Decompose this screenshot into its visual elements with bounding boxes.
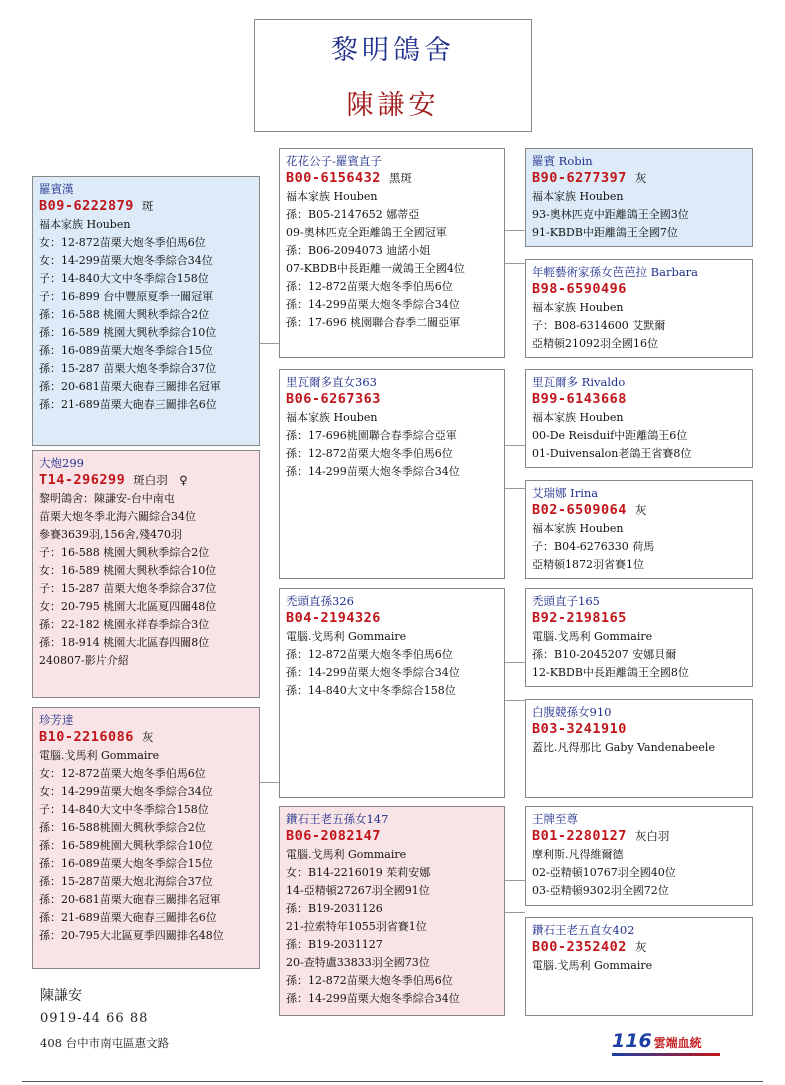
info-line: 孫：14-299苗栗大炮冬季綜合34位 bbox=[286, 298, 460, 311]
info-line: 電腦.戈馬利 Gommaire bbox=[532, 630, 653, 643]
info-line: 07-KBDB中長距離一歲鴿王全國4位 bbox=[286, 262, 465, 275]
info-line: 黎明鴿舍：陳謙安-台中南屯 bbox=[39, 492, 175, 505]
ring-number: B06-2082147 bbox=[286, 828, 381, 844]
pigeon-color: 灰 bbox=[634, 503, 647, 517]
pigeon-name: 白腹競孫女910 bbox=[532, 705, 612, 719]
info-line: 女：20-795 桃園大北區夏四關48位 bbox=[39, 600, 217, 613]
ring-number: B06-6267363 bbox=[286, 391, 381, 407]
ring-number: B03-3241910 bbox=[532, 721, 627, 737]
pedigree-card-ggp-3 bbox=[525, 369, 753, 468]
pigeon-name: 禿頭直子165 bbox=[532, 594, 600, 608]
connector bbox=[505, 912, 525, 913]
pigeon-name: 王牌至尊 bbox=[532, 812, 578, 826]
ring-number: B00-6156432 bbox=[286, 170, 381, 186]
ring-number: T14-296299 bbox=[39, 472, 126, 488]
info-line: 電腦.戈馬利 Gommaire bbox=[39, 749, 160, 762]
pigeon-name: 艾瑞娜 Irina bbox=[532, 486, 599, 500]
owner-title: 陳謙安 bbox=[254, 74, 532, 132]
info-line: 子：14-840大文中冬季綜合158位 bbox=[39, 803, 209, 816]
info-line: 孫：16-089苗栗大炮冬季綜合15位 bbox=[39, 344, 213, 357]
info-line: 亞精頓1872羽省賽1位 bbox=[532, 558, 644, 571]
info-line: 孫：12-872苗栗大炮冬季伯馬6位 bbox=[286, 648, 453, 661]
logo-underline bbox=[612, 1053, 720, 1056]
info-line: 孫：14-299苗栗大炮冬季綜合34位 bbox=[286, 992, 460, 1005]
ring-number: B04-2194326 bbox=[286, 610, 381, 626]
ring-number: B02-6509064 bbox=[532, 502, 627, 518]
info-line: 福本家族 Houben bbox=[532, 301, 624, 314]
video-link[interactable]: 240807-影片介紹 bbox=[39, 654, 129, 667]
pedigree-card-ggp-7 bbox=[525, 806, 753, 906]
pigeon-color: 灰 bbox=[634, 171, 647, 185]
info-line: 電腦.戈馬利 Gommaire bbox=[286, 848, 407, 861]
info-line: 子：16-588 桃園大興秋季綜合2位 bbox=[39, 546, 210, 559]
ring-number: B90-6277397 bbox=[532, 170, 627, 186]
info-line: 參賽3639羽,156舍,殘470羽 bbox=[39, 528, 182, 541]
info-line: 孫：B05-2147652 娜蒂亞 bbox=[286, 208, 420, 221]
connector bbox=[505, 445, 525, 446]
info-line: 孫：20-681苗栗大砲春三關排名冠軍 bbox=[39, 893, 221, 906]
info-line: 孫：17-696桃園聯合春季綜合亞軍 bbox=[286, 429, 457, 442]
pedigree-card-ggp-4 bbox=[525, 480, 753, 579]
info-line: 苗栗大炮冬季北海六關綜合34位 bbox=[39, 510, 196, 523]
info-line: 女：16-589 桃園大興秋季綜合10位 bbox=[39, 564, 217, 577]
logo-number: 116 bbox=[612, 1030, 652, 1052]
connector bbox=[505, 230, 525, 231]
info-line: 女：12-872苗栗大炮冬季伯馬6位 bbox=[39, 767, 206, 780]
owner-phone: 0919-44 66 88 bbox=[40, 1011, 149, 1026]
pedigree-card-dam bbox=[32, 707, 260, 969]
info-line: 孫：16-588 桃園大興秋季綜合2位 bbox=[39, 308, 210, 321]
pigeon-name: 里瓦爾多直女363 bbox=[286, 375, 377, 389]
ring-number: B09-6222879 bbox=[39, 198, 134, 214]
info-line: 子：16-899 台中豐原夏季一關冠軍 bbox=[39, 290, 214, 303]
connector bbox=[505, 488, 525, 489]
brand-logo bbox=[612, 1030, 720, 1056]
loft-title: 黎明鴿舍 bbox=[254, 19, 532, 76]
pigeon-color: 黑斑 bbox=[388, 171, 412, 185]
info-line: 亞精頓21092羽全國16位 bbox=[532, 337, 658, 350]
info-line: 女：B14-2216019 茱莉安娜 bbox=[286, 866, 431, 879]
info-line: 孫：16-089苗栗大炮冬季綜合15位 bbox=[39, 857, 213, 870]
info-line: 21-拉索特年1055羽省賽1位 bbox=[286, 920, 427, 933]
info-line: 子：B08-6314600 艾默爾 bbox=[532, 319, 666, 332]
info-line: 孫：20-795大北區夏季四關排名48位 bbox=[39, 929, 224, 942]
info-line: 電腦.戈馬利 Gommaire bbox=[532, 959, 653, 972]
ring-number: B00-2352402 bbox=[532, 939, 627, 955]
info-line: 孫：B19-2031126 bbox=[286, 902, 383, 915]
info-line: 91-KBDB中距離鴿王全國7位 bbox=[532, 226, 678, 239]
pigeon-color: 灰 bbox=[634, 940, 647, 954]
info-line: 蓋比.凡得那比 Gaby Vandenabeele bbox=[532, 741, 715, 754]
info-line: 孫：15-287苗栗大炮北海綜合37位 bbox=[39, 875, 213, 888]
ring-number: B98-6590496 bbox=[532, 281, 627, 297]
info-line: 孫：20-681苗栗大砲春三關排名冠軍 bbox=[39, 380, 221, 393]
pedigree-card-grandsire-maternal bbox=[279, 588, 505, 798]
pigeon-name: 珍芳達 bbox=[39, 713, 74, 727]
ring-number: B92-2198165 bbox=[532, 610, 627, 626]
info-line: 孫：B10-2045207 安娜貝爾 bbox=[532, 648, 677, 661]
info-line: 子：B04-6276330 荷馬 bbox=[532, 540, 655, 553]
pigeon-name: 里瓦爾多 Rivaldo bbox=[532, 375, 626, 389]
info-line: 福本家族 Houben bbox=[286, 411, 378, 424]
owner-address: 408 台中市南屯區惠文路 bbox=[40, 1036, 170, 1050]
info-line: 孫：12-872苗栗大炮冬季伯馬6位 bbox=[286, 974, 453, 987]
connector bbox=[259, 343, 279, 344]
pedigree-card-sire bbox=[32, 176, 260, 446]
info-line: 孫：12-872苗栗大炮冬季伯馬6位 bbox=[286, 280, 453, 293]
owner-name: 陳謙安 bbox=[40, 988, 82, 1004]
info-line: 子：14-840大文中冬季綜合158位 bbox=[39, 272, 209, 285]
connector bbox=[505, 263, 525, 264]
info-line: 孫：16-589 桃園大興秋季綜合10位 bbox=[39, 326, 217, 339]
connector bbox=[505, 700, 525, 701]
info-line: 孫：15-287 苗栗大炮冬季綜合37位 bbox=[39, 362, 217, 375]
pigeon-name: 年輕藝術家孫女芭芭拉 Barbara bbox=[532, 265, 699, 279]
pedigree-card-grandsire-paternal bbox=[279, 148, 505, 358]
info-line: 摩利斯.凡得維爾德 bbox=[532, 848, 624, 861]
pedigree-card-ggp-8 bbox=[525, 917, 753, 1016]
pigeon-name: 大炮299 bbox=[39, 456, 84, 470]
info-line: 孫：16-589桃園大興秋季綜合10位 bbox=[39, 839, 213, 852]
info-line: 12-KBDB中長距離鴿王全國8位 bbox=[532, 666, 689, 679]
pedigree-card-ggp-6 bbox=[525, 699, 753, 798]
pedigree-card-subject bbox=[32, 450, 260, 698]
ring-number: B01-2280127 bbox=[532, 828, 627, 844]
pigeon-name: 禿頭直孫326 bbox=[286, 594, 354, 608]
info-line: 孫：14-299苗栗大炮冬季綜合34位 bbox=[286, 465, 460, 478]
info-line: 孫：14-299苗栗大炮冬季綜合34位 bbox=[286, 666, 460, 679]
info-line: 孫：17-696 桃園聯合春季二關亞軍 bbox=[286, 316, 461, 329]
info-line: 00-De Reisduif中距離鴿王6位 bbox=[532, 429, 688, 442]
info-line: 09-奧林匹克全距離鴿王全國冠軍 bbox=[286, 226, 447, 239]
info-line: 孫：12-872苗栗大炮冬季伯馬6位 bbox=[286, 447, 453, 460]
pigeon-color: 灰 bbox=[141, 730, 154, 744]
pigeon-color: 斑 bbox=[141, 199, 154, 213]
info-line: 孫：B06-2094073 迪諾小姐 bbox=[286, 244, 431, 257]
logo-text: 雲端血統 bbox=[653, 1036, 702, 1050]
pedigree-card-granddam-maternal bbox=[279, 806, 505, 1016]
info-line: 福本家族 Houben bbox=[286, 190, 378, 203]
info-line: 女：12-872苗栗大炮冬季伯馬6位 bbox=[39, 236, 206, 249]
info-line: 20-查特盧33833羽全國73位 bbox=[286, 956, 430, 969]
info-line: 孫：14-840大文中冬季綜合158位 bbox=[286, 684, 456, 697]
info-line: 02-亞精頓10767羽全國40位 bbox=[532, 866, 676, 879]
connector bbox=[259, 782, 279, 783]
info-line: 福本家族 Houben bbox=[39, 218, 131, 231]
info-line: 孫：21-689苗栗大砲春三關排名6位 bbox=[39, 398, 217, 411]
pigeon-color: 斑白羽 ♀ bbox=[133, 473, 188, 487]
info-line: 03-亞精頓9302羽全國72位 bbox=[532, 884, 669, 897]
info-line: 01-Duivensalon老鴿王省賽8位 bbox=[532, 447, 692, 460]
connector bbox=[505, 880, 525, 881]
info-line: 女：14-299苗栗大炮冬季綜合34位 bbox=[39, 254, 213, 267]
ring-number: B10-2216086 bbox=[39, 729, 134, 745]
info-line: 93-奧林匹克中距離鴿王全國3位 bbox=[532, 208, 689, 221]
pigeon-name: 羅賓漢 bbox=[39, 182, 74, 196]
owner-info bbox=[40, 985, 169, 1051]
info-line: 14-亞精頓27267羽全國91位 bbox=[286, 884, 430, 897]
pedigree-card-ggp-1 bbox=[525, 148, 753, 247]
pedigree-card-ggp-5 bbox=[525, 588, 753, 687]
info-line: 孫：21-689苗栗大砲春三關排名6位 bbox=[39, 911, 217, 924]
pigeon-name: 鑽石王老五孫女147 bbox=[286, 812, 389, 826]
ring-number: B99-6143668 bbox=[532, 391, 627, 407]
pigeon-name: 鑽石王老五直女402 bbox=[532, 923, 635, 937]
pedigree-card-granddam-paternal bbox=[279, 369, 505, 579]
pigeon-name: 花花公子-羅賓直子 bbox=[286, 154, 382, 168]
info-line: 孫：16-588桃園大興秋季綜合2位 bbox=[39, 821, 206, 834]
info-line: 孫：18-914 桃園大北區春四關8位 bbox=[39, 636, 210, 649]
info-line: 福本家族 Houben bbox=[532, 411, 624, 424]
pigeon-name: 羅賓 Robin bbox=[532, 154, 593, 168]
info-line: 福本家族 Houben bbox=[532, 522, 624, 535]
bottom-divider bbox=[22, 1081, 763, 1082]
info-line: 子：15-287 苗栗大炮冬季綜合37位 bbox=[39, 582, 217, 595]
pigeon-color: 灰白羽 bbox=[634, 829, 670, 843]
info-line: 孫：22-182 桃園永祥春季綜合3位 bbox=[39, 618, 210, 631]
info-line: 電腦.戈馬利 Gommaire bbox=[286, 630, 407, 643]
info-line: 福本家族 Houben bbox=[532, 190, 624, 203]
connector bbox=[505, 662, 525, 663]
info-line: 女：14-299苗栗大炮冬季綜合34位 bbox=[39, 785, 213, 798]
pedigree-card-ggp-2 bbox=[525, 259, 753, 358]
info-line: 孫：B19-2031127 bbox=[286, 938, 383, 951]
